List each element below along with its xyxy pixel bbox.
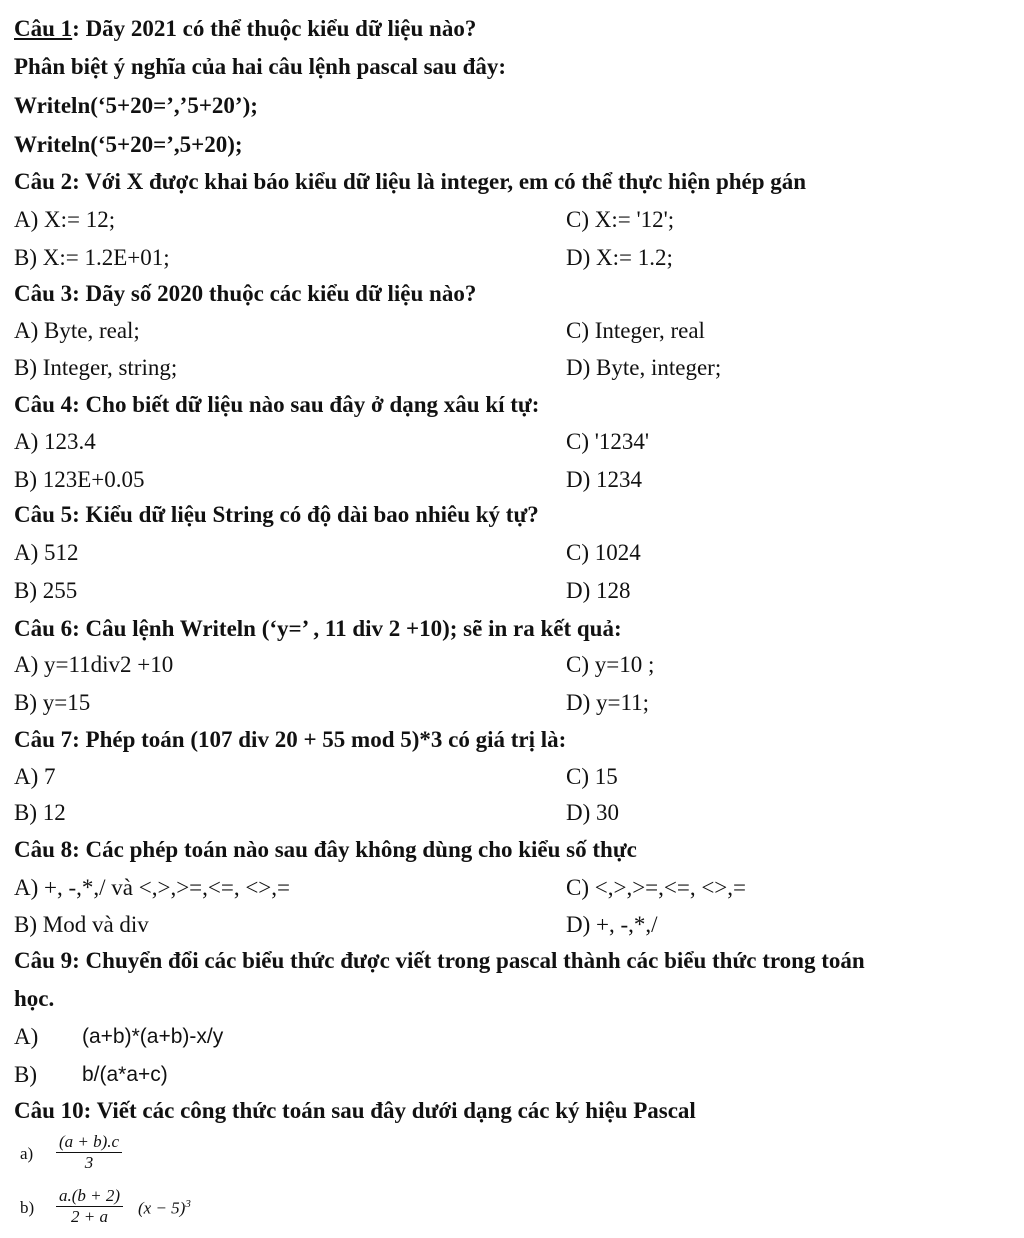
question-5-options-row-1 (14, 538, 1014, 568)
fraction-a (56, 1132, 122, 1173)
question-1-line-4: Writeln(‘5+20=’,5+20); (14, 132, 243, 157)
question-1-text: : Dãy 2021 có thể thuộc kiểu dữ liệu nào? (72, 16, 477, 41)
option-d: D) X:= 1.2; (566, 245, 673, 270)
question-8: Câu 8: Các phép toán nào sau đây không dùng cho kiểu số thực (14, 837, 637, 862)
question-4-options-row-1 (14, 427, 1014, 457)
tail-text: (x − 5) (138, 1198, 186, 1218)
fraction-a-numerator: (a + b).c (56, 1132, 122, 1153)
fraction-b-denominator: 2 + a (71, 1207, 109, 1226)
option-d: D) +, -,*,/ (566, 912, 658, 937)
option-d: D) 128 (566, 578, 631, 603)
question-2: Câu 2: Với X được khai báo kiểu dữ liệu là integer, em có thể thực hiện phép gán (14, 169, 807, 194)
question-9-line-2: học. (14, 986, 55, 1011)
option-a: A) +, -,*,/ và <,>,>=,<=, <>,= (14, 875, 290, 900)
option-a: A) y=11div2 +10 (14, 652, 174, 677)
option-b: B) X:= 1.2E+01; (14, 245, 170, 270)
question-7-options-row-1 (14, 762, 1014, 792)
question-10: Câu 10: Viết các công thức toán sau đây dưới dạng các ký hiệu Pascal (14, 1098, 696, 1123)
question-1-label: Câu 1 (14, 16, 73, 41)
question-6-options-row-1 (14, 650, 1014, 680)
question-5: Câu 5: Kiểu dữ liệu String có độ dài bao nhiêu ký tự? (14, 502, 539, 527)
option-b: B) 12 (14, 800, 66, 825)
option-c: C) y=10 ; (566, 652, 655, 677)
option-d: D) Byte, integer; (566, 355, 722, 380)
option-c: C) '1234' (566, 429, 650, 454)
option-a: A) 7 (14, 764, 56, 789)
question-6-options-row-2 (14, 688, 1014, 718)
option-a: A) 512 (14, 540, 79, 565)
option-b: B) 255 (14, 578, 78, 603)
option-c: C) 15 (566, 764, 618, 789)
question-3: Câu 3: Dãy số 2020 thuộc các kiểu dữ liệu nào? (14, 281, 477, 306)
question-8-options-row-1 (14, 873, 1014, 903)
question-8-options-row-2 (14, 910, 1014, 940)
option-b: B) Integer, string; (14, 355, 178, 380)
question-10-item-b (20, 1184, 320, 1232)
option-a: A) 123.4 (14, 429, 96, 454)
question-4-options-row-2 (14, 465, 1014, 495)
question-3-options-row-2 (14, 353, 1014, 383)
option-b: B) Mod và div (14, 912, 149, 937)
item-a-label: a) (20, 1144, 34, 1163)
option-c: C) <,>,>=,<=, <>,= (566, 875, 746, 900)
question-5-options-row-2 (14, 576, 1014, 606)
option-d: D) y=11; (566, 690, 650, 715)
question-6: Câu 6: Câu lệnh Writeln (‘y=’ , 11 div 2 +10); sẽ in ra kết quả: (14, 616, 622, 641)
question-1-line-2: Phân biệt ý nghĩa của hai câu lệnh pascal sau đây: (14, 54, 507, 79)
question-4: Câu 4: Cho biết dữ liệu nào sau đây ở dạng xâu kí tự: (14, 392, 540, 417)
question-1 (14, 14, 476, 44)
option-a-text: A) X:= 12; (14, 207, 116, 232)
fraction-b (56, 1186, 123, 1227)
option-d: D) 1234 (566, 467, 643, 492)
option-b: B) y=15 (14, 690, 91, 715)
question-10-item-a (20, 1130, 320, 1178)
option-a-expression: (a+b)*(a+b)-x/y (82, 1025, 224, 1048)
item-b-label: b) (20, 1198, 35, 1217)
option-c (566, 205, 674, 235)
option-b-expression: b/(a*a+c) (82, 1063, 168, 1086)
question-9-option-b (14, 1060, 1014, 1090)
question-9-option-a (14, 1022, 1014, 1052)
option-c: C) Integer, real (566, 318, 705, 343)
question-2-options-row-2 (14, 243, 1014, 273)
fraction-b-tail (138, 1198, 191, 1219)
fraction-b-numerator: a.(b + 2) (56, 1186, 123, 1207)
question-1-line-3: Writeln(‘5+20=’,’5+20’); (14, 93, 258, 118)
option-d: D) 30 (566, 800, 620, 825)
tail-exponent: 3 (185, 1198, 191, 1210)
question-9: Câu 9: Chuyển đổi các biểu thức được viết trong pascal thành các biểu thức trong toán (14, 948, 865, 973)
option-a (14, 205, 115, 235)
option-b: B) 123E+0.05 (14, 467, 145, 492)
fraction-a-denominator: 3 (84, 1153, 94, 1172)
option-b-label: B) (14, 1062, 37, 1087)
option-c: C) 1024 (566, 540, 641, 565)
question-7: Câu 7: Phép toán (107 div 20 + 55 mod 5)*3 có giá trị là: (14, 727, 567, 752)
question-2-options-row-1 (14, 205, 1014, 235)
question-3-options-row-1 (14, 316, 1014, 346)
option-c-text: C) X:= '12'; (566, 207, 675, 232)
question-7-options-row-2 (14, 798, 1014, 828)
option-a-label: A) (14, 1024, 39, 1049)
option-a: A) Byte, real; (14, 318, 140, 343)
